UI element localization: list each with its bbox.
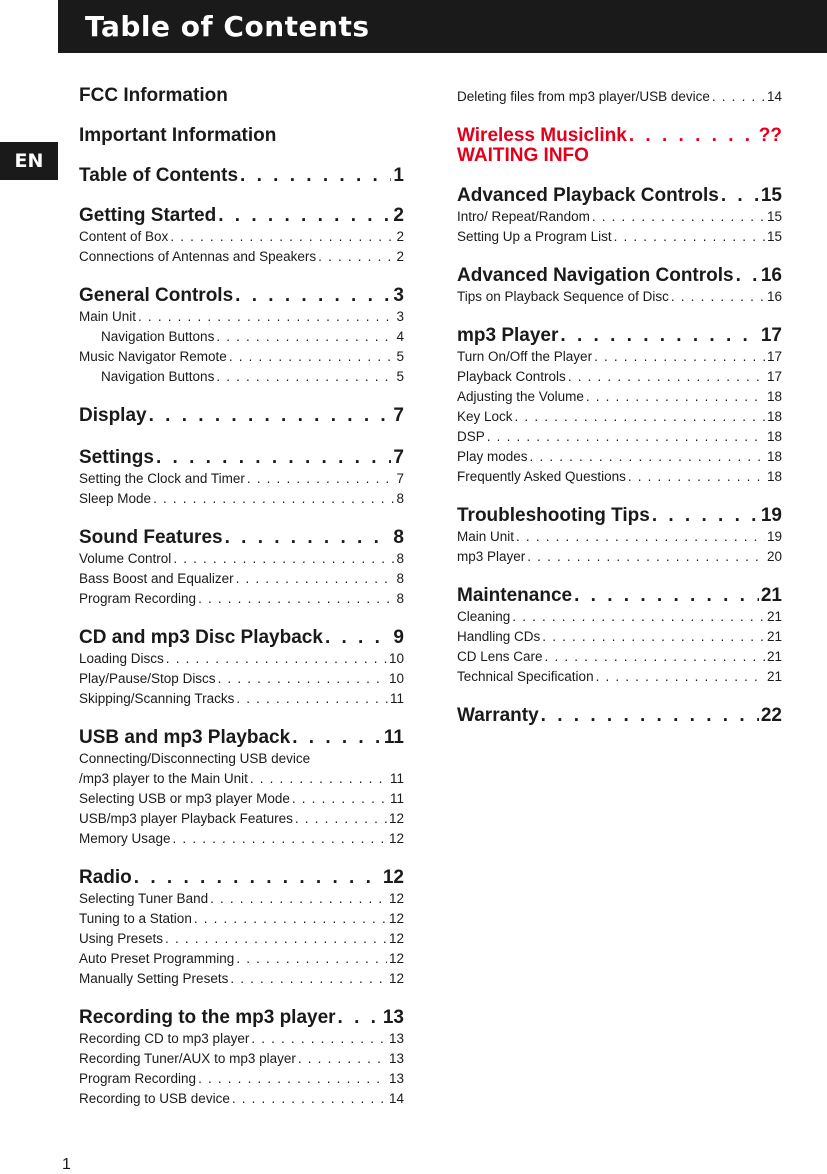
- entry-label: Maintenance: [457, 585, 573, 606]
- toc-heading-sound-features[interactable]: [79, 527, 404, 549]
- entry-label: USB/mp3 player Playback Features: [79, 811, 293, 826]
- toc-entry[interactable]: [457, 449, 782, 464]
- toc-heading-adv-playback[interactable]: [457, 185, 782, 207]
- entry-label: Troubleshooting Tips: [457, 505, 650, 526]
- entry-page: 21: [766, 629, 782, 644]
- toc-entry[interactable]: [79, 329, 404, 344]
- entry-label: Frequently Asked Questions: [457, 469, 626, 484]
- entry-page: 15: [760, 185, 782, 206]
- toc-entry[interactable]: [457, 209, 782, 224]
- title-bar: [58, 0, 827, 53]
- entry-label: Setting Up a Program List: [457, 229, 612, 244]
- toc-heading-wireless[interactable]: [457, 125, 782, 147]
- entry-label: Advanced Playback Controls: [457, 185, 719, 206]
- toc-heading-general-controls[interactable]: [79, 285, 404, 307]
- entry-page: 11: [389, 791, 404, 806]
- toc-entry[interactable]: [457, 609, 782, 624]
- entry-page: 8: [393, 527, 404, 548]
- entry-page: 7: [393, 447, 404, 468]
- entry-page: 12: [388, 931, 404, 946]
- language-tab: EN: [0, 142, 58, 180]
- toc-entry[interactable]: [79, 309, 404, 324]
- entry-label: CD Lens Care: [457, 649, 543, 664]
- entry-label: Table of Contents: [79, 165, 239, 186]
- entry-label: Advanced Navigation Controls: [457, 265, 734, 286]
- toc-heading-troubleshooting[interactable]: [457, 505, 782, 527]
- entry-label: Program Recording: [79, 1071, 197, 1086]
- toc-heading-getting-started[interactable]: [79, 205, 404, 227]
- toc-entry[interactable]: [457, 469, 782, 484]
- entry-page: 18: [766, 389, 782, 404]
- toc-heading-mp3-player[interactable]: [457, 325, 782, 347]
- entry-label: Selecting Tuner Band: [79, 891, 209, 906]
- entry-page: 7: [396, 471, 404, 486]
- entry-page: 15: [766, 209, 782, 224]
- toc-entry[interactable]: [79, 791, 404, 806]
- entry-page: 18: [766, 409, 782, 424]
- toc-heading-radio[interactable]: [79, 867, 404, 889]
- entry-label: Display: [79, 405, 147, 426]
- toc-entry[interactable]: [79, 811, 404, 826]
- entry-page: 12: [382, 867, 404, 888]
- entry-page: 14: [388, 1091, 404, 1106]
- entry-label: Volume Control: [79, 551, 172, 566]
- entry-page: 11: [383, 727, 404, 748]
- toc-entry[interactable]: [79, 471, 404, 486]
- entry-label: Deleting files from mp3 player/USB device: [457, 89, 710, 104]
- entry-page: 8: [396, 551, 404, 566]
- toc-entry[interactable]: [79, 951, 404, 966]
- toc-entry[interactable]: [79, 249, 404, 264]
- page-title: Table of Contents: [85, 10, 370, 43]
- entry-page: 5: [396, 369, 404, 384]
- entry-page: 8: [396, 491, 404, 506]
- toc-entry[interactable]: [457, 389, 782, 404]
- toc-heading-display[interactable]: [79, 405, 404, 427]
- entry-label: Memory Usage: [79, 831, 171, 846]
- toc-entry[interactable]: [457, 349, 782, 364]
- entry-label: CD and mp3 Disc Playback: [79, 627, 323, 648]
- entry-label: Handling CDs: [457, 629, 541, 644]
- entry-label: Settings: [79, 447, 154, 468]
- entry-page: 17: [766, 349, 782, 364]
- entry-label: Setting the Clock and Timer: [79, 471, 245, 486]
- toc-entry[interactable]: [457, 229, 782, 244]
- entry-label: Sound Features: [79, 527, 223, 548]
- entry-label: Connections of Antennas and Speakers: [79, 249, 317, 264]
- entry-page: 21: [760, 585, 782, 606]
- entry-label: Recording Tuner/AUX to mp3 player: [79, 1051, 296, 1066]
- entry-page: 13: [388, 1071, 404, 1086]
- entry-page: 13: [388, 1031, 404, 1046]
- entry-label: Main Unit: [79, 309, 137, 324]
- entry-page: 18: [766, 469, 782, 484]
- toc-heading-settings[interactable]: [79, 447, 404, 469]
- entry-label: Cleaning: [457, 609, 511, 624]
- entry-page: 16: [760, 265, 782, 286]
- toc-entry[interactable]: [79, 369, 404, 384]
- entry-page: 13: [388, 1051, 404, 1066]
- entry-label: USB and mp3 Playback: [79, 727, 291, 748]
- entry-label: Warranty: [457, 705, 539, 726]
- entry-label: mp3 Player: [457, 325, 559, 346]
- entry-label: /mp3 player to the Main Unit: [79, 771, 248, 786]
- toc-entry[interactable]: [79, 591, 404, 606]
- toc-entry[interactable]: [79, 691, 404, 706]
- entry-label: Recording to the mp3 player: [79, 1007, 336, 1028]
- entry-page: 2: [393, 205, 404, 226]
- entry-page: 17: [766, 369, 782, 384]
- entry-label: Technical Specification: [457, 669, 594, 684]
- toc-heading-maintenance[interactable]: [457, 585, 782, 607]
- entry-page: 15: [766, 229, 782, 244]
- entry-label: Radio: [79, 867, 132, 888]
- entry-label: Navigation Buttons: [101, 329, 215, 344]
- entry-page: 13: [382, 1007, 404, 1028]
- entry-page: 14: [766, 89, 782, 104]
- toc-entry[interactable]: [79, 571, 404, 586]
- toc-heading-cd-mp3[interactable]: [79, 627, 404, 649]
- entry-label: Play/Pause/Stop Discs: [79, 671, 216, 686]
- toc-entry[interactable]: [457, 669, 782, 684]
- entry-page: 18: [766, 429, 782, 444]
- entry-label: Music Navigator Remote: [79, 349, 227, 364]
- entry-page: 17: [760, 325, 782, 346]
- waiting-info-note: WAITING INFO: [457, 145, 589, 166]
- entry-label: Getting Started: [79, 205, 217, 226]
- entry-label: Wireless Musiclink: [457, 125, 627, 146]
- entry-page: 12: [388, 951, 404, 966]
- toc-heading-toc[interactable]: [79, 165, 404, 187]
- entry-page: 21: [766, 649, 782, 664]
- toc-entry-line[interactable]: Connecting/Disconnecting USB device: [79, 751, 311, 766]
- entry-label: DSP: [457, 429, 485, 444]
- toc-entry[interactable]: [79, 349, 404, 364]
- entry-label: Content of Box: [79, 229, 169, 244]
- toc-entry[interactable]: [79, 971, 404, 986]
- toc-entry[interactable]: [79, 671, 404, 686]
- toc-heading-usb-mp3[interactable]: [79, 727, 404, 749]
- page-number: 1: [62, 1156, 71, 1173]
- entry-page: 12: [388, 891, 404, 906]
- entry-page: 8: [396, 591, 404, 606]
- entry-page: 12: [388, 831, 404, 846]
- toc-entry[interactable]: [79, 1071, 404, 1086]
- toc-entry[interactable]: [457, 529, 782, 544]
- entry-label: Adjusting the Volume: [457, 389, 584, 404]
- toc-entry[interactable]: [79, 1051, 404, 1066]
- entry-page: 5: [396, 349, 404, 364]
- toc-entry[interactable]: [79, 771, 404, 786]
- entry-page: 19: [766, 529, 782, 544]
- entry-label: Bass Boost and Equalizer: [79, 571, 234, 586]
- entry-label: Key Lock: [457, 409, 513, 424]
- toc-entry[interactable]: [457, 649, 782, 664]
- entry-page: 20: [766, 549, 782, 564]
- entry-page: 12: [388, 911, 404, 926]
- entry-page: 8: [396, 571, 404, 586]
- entry-label: Play modes: [457, 449, 528, 464]
- toc-entry[interactable]: [457, 409, 782, 424]
- toc-entry[interactable]: [457, 369, 782, 384]
- toc-entry[interactable]: [457, 89, 782, 104]
- toc-entry[interactable]: [79, 229, 404, 244]
- toc-entry[interactable]: [457, 629, 782, 644]
- entry-label: Loading Discs: [79, 651, 164, 666]
- entry-page: 19: [760, 505, 782, 526]
- toc-entry[interactable]: [457, 549, 782, 564]
- entry-label: Recording CD to mp3 player: [79, 1031, 250, 1046]
- toc-entry[interactable]: [457, 289, 782, 304]
- toc-entry[interactable]: [79, 1091, 404, 1106]
- toc-entry[interactable]: [79, 551, 404, 566]
- entry-label: General Controls: [79, 285, 234, 306]
- entry-label: Navigation Buttons: [101, 369, 215, 384]
- toc-heading-important[interactable]: Important Information: [79, 125, 277, 146]
- entry-label: Auto Preset Programming: [79, 951, 235, 966]
- entry-label: Recording to USB device: [79, 1091, 230, 1106]
- entry-page: 10: [388, 671, 404, 686]
- toc-heading-recording[interactable]: [79, 1007, 404, 1029]
- entry-page: 21: [766, 669, 782, 684]
- entry-page: 9: [393, 627, 404, 648]
- entry-page: 12: [388, 971, 404, 986]
- entry-label: Playback Controls: [457, 369, 566, 384]
- entry-page: ??: [758, 125, 782, 146]
- entry-page: 7: [393, 405, 404, 426]
- entry-page: 2: [396, 249, 404, 264]
- toc-entry[interactable]: [79, 1031, 404, 1046]
- entry-label: Turn On/Off the Player: [457, 349, 593, 364]
- entry-page: 18: [766, 449, 782, 464]
- entry-page: 10: [388, 651, 404, 666]
- toc-heading-warranty[interactable]: [457, 705, 782, 727]
- entry-page: 1: [393, 165, 404, 186]
- toc-heading-adv-nav[interactable]: [457, 265, 782, 287]
- entry-page: 16: [766, 289, 782, 304]
- entry-label: Tuning to a Station: [79, 911, 192, 926]
- entry-page: 3: [393, 285, 404, 306]
- entry-label: Sleep Mode: [79, 491, 152, 506]
- entry-label: Intro/ Repeat/Random: [457, 209, 590, 224]
- toc-entry[interactable]: [79, 931, 404, 946]
- entry-page: 22: [760, 705, 782, 726]
- entry-page: 4: [396, 329, 404, 344]
- entry-label: Program Recording: [79, 591, 197, 606]
- entry-label: Manually Setting Presets: [79, 971, 229, 986]
- toc-entry[interactable]: [457, 429, 782, 444]
- toc-entry[interactable]: [79, 651, 404, 666]
- entry-label: Using Presets: [79, 931, 164, 946]
- toc-entry[interactable]: [79, 491, 404, 506]
- entry-label: Tips on Playback Sequence of Disc: [457, 289, 669, 304]
- entry-page: 12: [388, 811, 404, 826]
- toc-entry[interactable]: [79, 831, 404, 846]
- entry-label: Skipping/Scanning Tracks: [79, 691, 235, 706]
- toc-entry[interactable]: [79, 891, 404, 906]
- entry-page: 21: [766, 609, 782, 624]
- entry-label: Selecting USB or mp3 player Mode: [79, 791, 290, 806]
- entry-page: 3: [396, 309, 404, 324]
- toc-heading-fcc[interactable]: FCC Information: [79, 85, 228, 106]
- entry-page: 2: [396, 229, 404, 244]
- entry-page: 11: [389, 691, 404, 706]
- entry-label: mp3 Player: [457, 549, 526, 564]
- entry-label: Main Unit: [457, 529, 515, 544]
- entry-page: 11: [389, 771, 404, 786]
- toc-entry[interactable]: [79, 911, 404, 926]
